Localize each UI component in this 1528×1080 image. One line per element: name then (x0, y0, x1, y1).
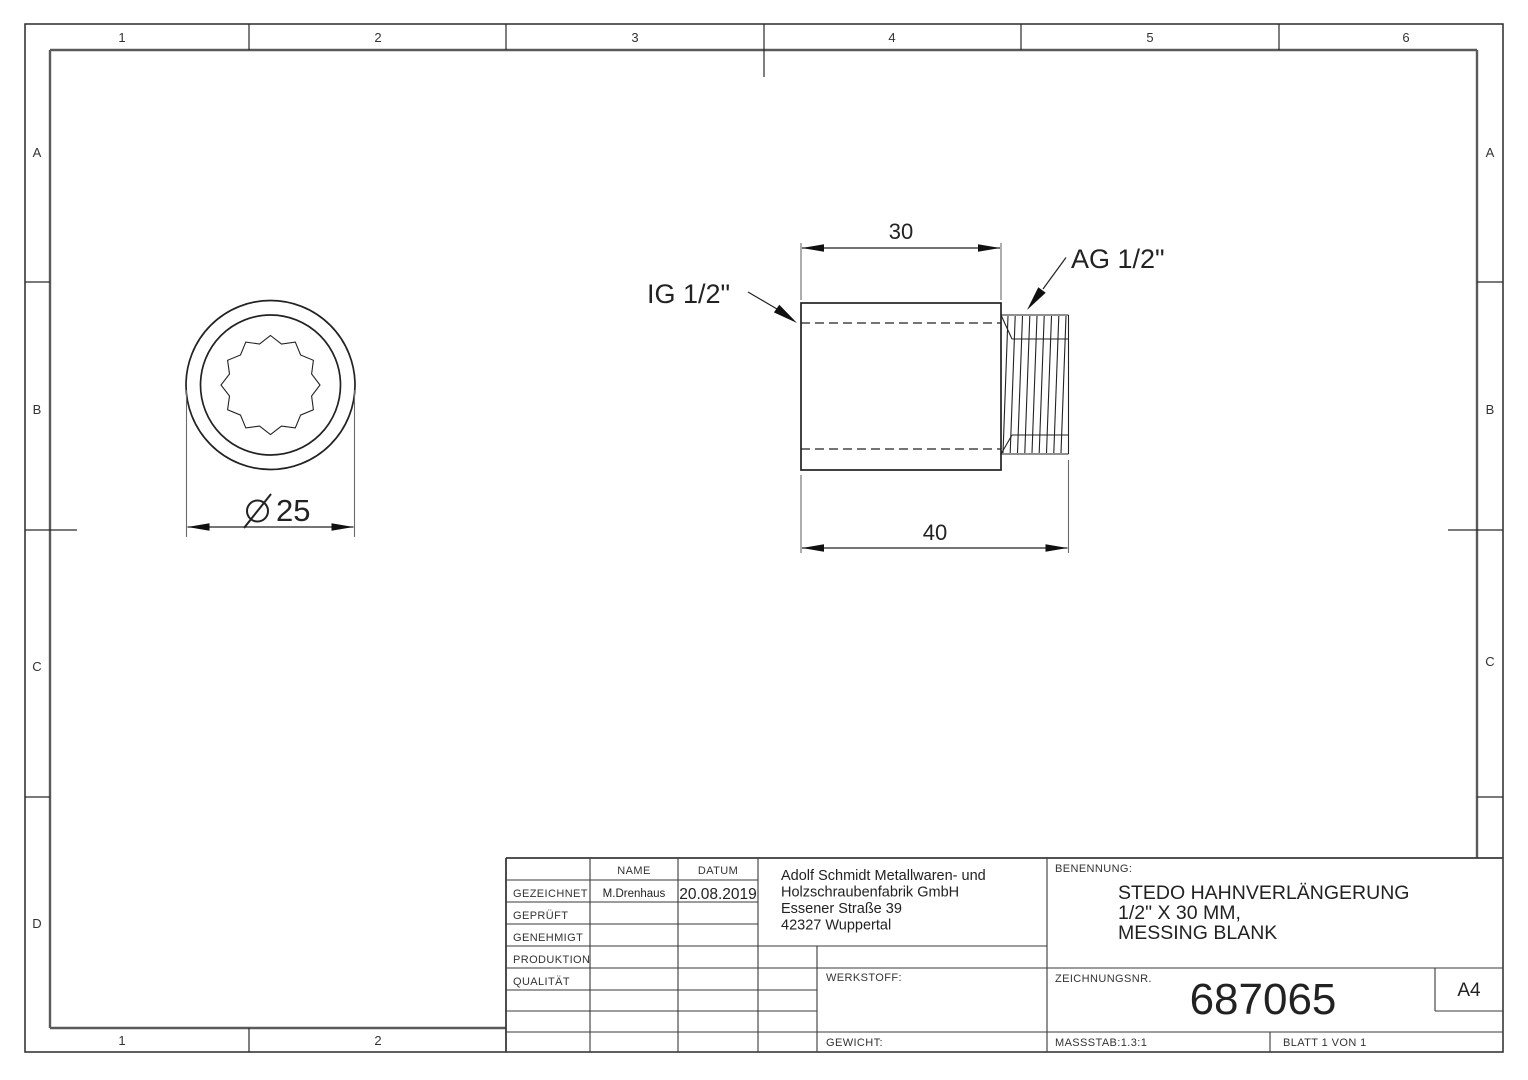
side-view-body (801, 303, 1001, 470)
column-label-2-top: 2 (374, 30, 382, 45)
company-line-2: Holzschraubenfabrik GmbH (781, 884, 960, 901)
dim40-text: 40 (922, 520, 948, 545)
diameter-dimension-text: 25 (276, 493, 311, 528)
body-length-dimension (801, 219, 1001, 300)
column-label-1-top: 1 (118, 30, 126, 45)
row-label-a-right: A (1485, 145, 1495, 160)
dim30-text: 30 (888, 219, 914, 244)
gezeichnet-label: GEZEICHNET (513, 888, 588, 900)
external-thread-section (1001, 315, 1069, 454)
produktion-label: PRODUKTION (513, 954, 591, 966)
dim30-arrow-left (802, 244, 824, 252)
gewicht-label: GEWICHT: (826, 1037, 883, 1049)
total-length-dimension (801, 460, 1069, 553)
part-title-line-3: MESSING BLANK (1118, 922, 1278, 944)
row-label-c-right: C (1485, 654, 1495, 669)
gezeichnet-date: 20.08.2019 (679, 886, 757, 903)
internal-thread-hidden-lines (801, 323, 1001, 449)
benennung-label: BENENNUNG: (1055, 863, 1133, 875)
qualitaet-label: QUALITÄT (513, 976, 570, 988)
title-block (506, 858, 1503, 1052)
geprueft-label: GEPRÜFT (513, 910, 569, 922)
row-label-c-left: C (32, 659, 42, 674)
column-label-2-bottom: 2 (374, 1033, 382, 1048)
company-line-1: Adolf Schmidt Metallwaren- und (781, 868, 986, 884)
part-title-line-2: 1/2" X 30 MM, (1118, 902, 1241, 924)
company-line-4: 42327 Wuppertal (781, 917, 892, 934)
right-band-ticks (1448, 282, 1503, 797)
sheet-format: A4 (1457, 980, 1481, 1001)
ig-leader-line (748, 292, 777, 309)
column-label-1-bottom: 1 (118, 1033, 126, 1048)
dim40-arrow-right (1046, 544, 1068, 552)
zeichnungsnr-label: ZEICHNUNGSNR. (1055, 973, 1152, 985)
ig-leader-arrow (774, 305, 797, 323)
internal-thread-callout (647, 279, 797, 323)
row-label-b-left: B (32, 402, 42, 417)
row-label-a-left: A (32, 145, 42, 160)
front-view-12-point-socket (221, 336, 320, 435)
ag-leader-arrow (1027, 287, 1046, 310)
genehmigt-label: GENEHMIGT (513, 932, 584, 944)
dim30-arrow-right (978, 244, 1000, 252)
massstab-text: MASSSTAB:1.3:1 (1055, 1037, 1148, 1049)
part-title (1118, 882, 1409, 944)
part-title-line-1: STEDO HAHNVERLÄNGERUNG (1118, 882, 1410, 904)
drawing-number: 687065 (1189, 975, 1337, 1024)
ag-leader-line (1043, 258, 1066, 290)
external-thread-label: AG 1/2" (1071, 244, 1165, 274)
diameter-arrow-left (188, 523, 210, 531)
row-label-b-right: B (1485, 402, 1495, 417)
internal-thread-label: IG 1/2" (647, 279, 731, 309)
external-thread-callout (1027, 244, 1165, 310)
company-address (781, 868, 986, 934)
front-view-outer-circle (186, 301, 355, 470)
name-header: NAME (617, 865, 651, 877)
dim40-arrow-left (802, 544, 824, 552)
diameter-symbol-slash (244, 494, 271, 528)
side-view (647, 219, 1165, 553)
diameter-dimension (187, 390, 355, 537)
column-label-6-top: 6 (1402, 30, 1410, 45)
diameter-extension-lines (187, 390, 355, 537)
dim30-extension-lines (801, 243, 1001, 300)
datum-header: DATUM (697, 865, 739, 877)
gezeichnet-name: M.Drenhaus (602, 888, 666, 900)
column-label-3-top: 3 (631, 30, 639, 45)
blatt-text: BLATT 1 VON 1 (1283, 1037, 1367, 1049)
row-label-d-left: D (32, 916, 42, 931)
front-view (186, 301, 355, 538)
werkstoff-label: WERKSTOFF: (826, 972, 902, 984)
column-label-4-top: 4 (888, 30, 896, 45)
diameter-arrow-right (332, 523, 354, 531)
company-line-3: Essener Straße 39 (781, 901, 902, 917)
thread-crest-hatch (1003, 316, 1066, 453)
column-label-5-top: 5 (1146, 30, 1154, 45)
